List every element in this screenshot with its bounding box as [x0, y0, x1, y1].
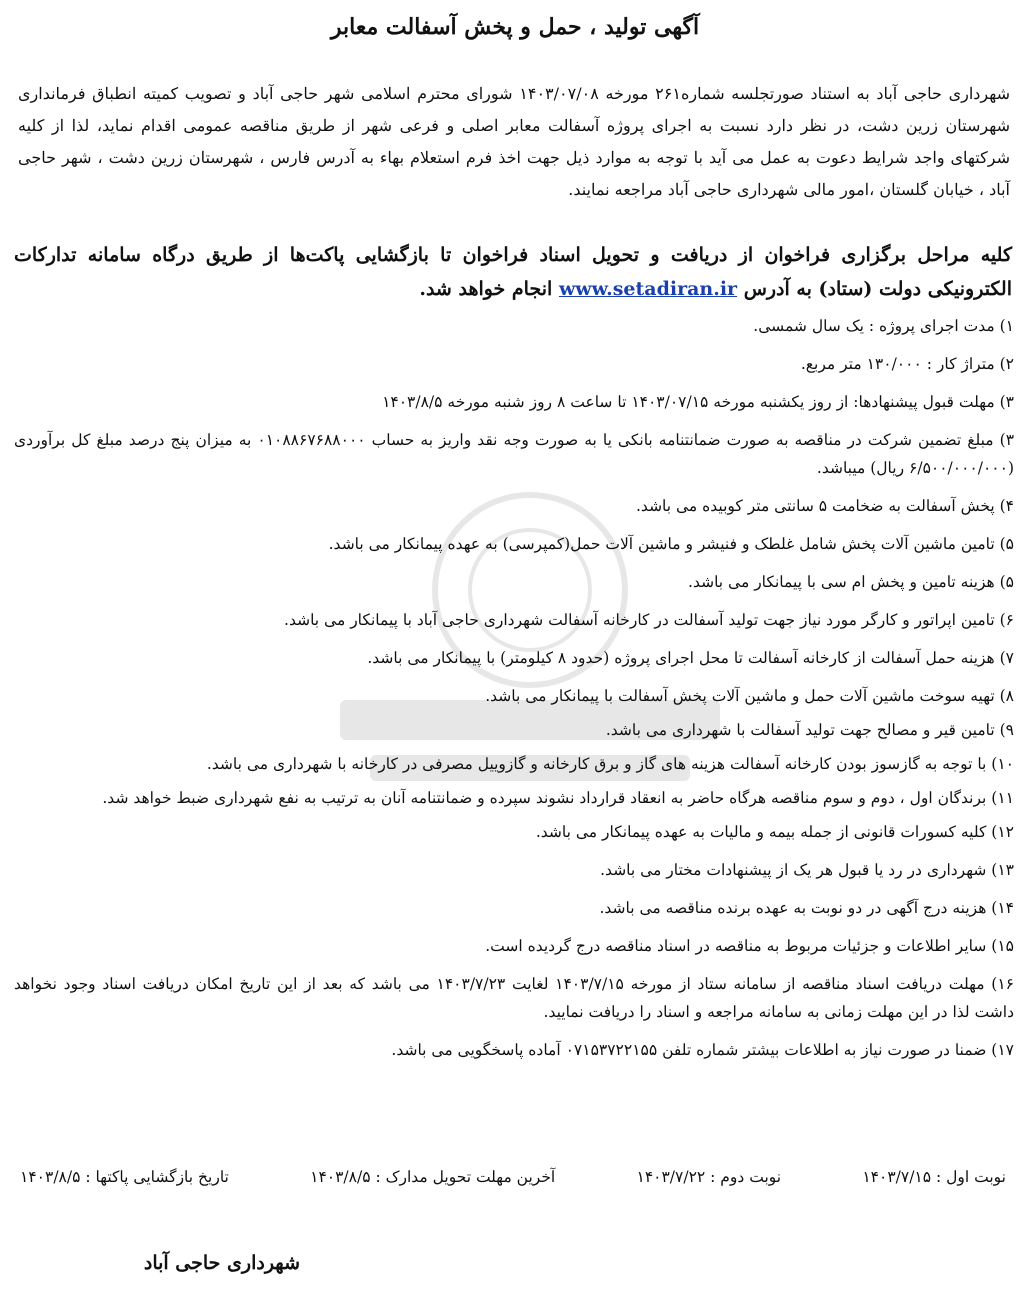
conditions-list [14, 312, 1014, 1074]
notice-title: آگهی تولید ، حمل و پخش آسفالت معابر [330, 14, 700, 40]
condition-item: ۹) تامین قیر و مصالح جهت تولید آسفالت با شهرداری می باشد. [605, 721, 1014, 739]
condition-item: ۱۱) برندگان اول ، دوم و سوم مناقصه هرگاه حاضر به انعقاد قرارداد نشوند سپرده و ضمانتنامه آنان به ترتیب به نفع شهرداری ضبط خواهد شد. [102, 789, 1014, 807]
condition-item: ۸) تهیه سوخت ماشین آلات حمل و ماشین آلات پخش آسفالت با پیمانکار می باشد. [485, 687, 1014, 705]
condition-item: ۱۲) کلیه کسورات قانونی از جمله بیمه و مالیات به عهده پیمانکار می باشد. [535, 823, 1014, 841]
condition-item: ۱۳) شهرداری در رد یا قبول هر یک از پیشنهادات مختار می باشد. [600, 861, 1014, 879]
condition-item: ۳) مهلت قبول پیشنهادها: از روز یکشنبه مورخه ۱۴۰۳/۰۷/۱۵ تا ساعت ۸ روز شنبه مورخه ۱۴۰۳/۸/۵ [382, 393, 1014, 411]
condition-item: ۴) پخش آسفالت به ضخامت ۵ سانتی متر کوبیده می باشد. [636, 497, 1014, 515]
setad-text-before: کلیه مراحل برگزاری فراخوان از دریافت و تحویل اسناد فراخوان تا بازگشایی پاکت‌ها از طریق درگاه سامانه تدارکات الکترونیکی دولت (ستاد) به آدرس [14, 244, 1012, 300]
condition-item: ۱۶) مهلت دریافت اسناد مناقصه از سامانه ستاد از مورخه ۱۴۰۳/۷/۱۵ لغایت ۱۴۰۳/۷/۲۳ می باشد که بعد از این تاریخ امکان دریافت اسناد وجود نخواهد داشت لذا در این مهلت زمانی به سامانه مراجعه و اسناد را دریافت نمایید. [14, 975, 1015, 1021]
setad-url-link[interactable]: www.setadiran.ir [558, 278, 738, 300]
second-publication-date: نوبت دوم : ۱۴۰۳/۷/۲۲ [636, 1168, 782, 1186]
envelope-opening-date: تاریخ بازگشایی پاکتها : ۱۴۰۳/۸/۵ [20, 1168, 229, 1186]
intro-paragraph: شهرداری حاجی آباد به استناد صورتجلسه شماره۲۶۱ مورخه ۱۴۰۳/۰۷/۰۸ شورای محترم اسلامی شهر حاجی آباد و تصویب کمیته انطباق فرمانداری شهرستان زرین دشت، در نظر دارد نسبت به اجرای پروژه آسفالت معابر اصلی و فرعی شهر از طریق مناقصه عمومی اقدام نماید، لذا از کلیه شرکتهای واجد شرایط دعوت به عمل می آید با توجه به موارد ذیل جهت اخذ فرم استعلام بهاء به آدرس فارس ، شهرستان زرین دشت ، شهر حاجی آباد ، خیابان گلستان ،امور مالی شهرداری حاجی آباد مراجعه نمایند. [18, 84, 1011, 199]
signature-municipality: شهرداری حاجی آباد [143, 1252, 300, 1274]
condition-item: ۲) متراژ کار : ۱۳۰/۰۰۰ متر مربع. [800, 355, 1014, 373]
condition-item: ۵) تامین ماشین آلات پخش شامل غلطک و فنیشر و ماشین آلات حمل(کمپرسی) به عهده پیمانکار می باشد. [328, 535, 1014, 553]
first-publication-date: نوبت اول : ۱۴۰۳/۷/۱۵ [862, 1168, 1006, 1186]
publication-dates [20, 1168, 1006, 1186]
condition-item: ۷) هزینه حمل آسفالت از کارخانه آسفالت تا محل اجرای پروژه (حدود ۸ کیلومتر) با پیمانکار می باشد. [367, 649, 1014, 667]
condition-item: ۱۷) ضمنا در صورت نیاز به اطلاعات بیشتر شماره تلفن ۰۷۱۵۳۷۲۲۱۵۵ آماده پاسخگویی می باشد. [391, 1041, 1014, 1059]
documents-deadline-date: آخرین مهلت تحویل مدارک : ۱۴۰۳/۸/۵ [310, 1168, 556, 1186]
setad-paragraph [14, 238, 1012, 306]
condition-item: ۳) مبلغ تضمین شرکت در مناقصه به صورت ضمانتنامه بانکی یا به صورت وجه نقد واریز به حساب ۰۱۰۸۸۶۷۶۸۸۰۰۰ به میزان پنج درصد مبلغ کل برآوردی (۶/۵۰۰/۰۰۰/۰۰۰ ریال) میباشد. [14, 431, 1015, 477]
condition-item: ۱) مدت اجرای پروژه : یک سال شمسی. [753, 317, 1014, 335]
condition-item: ۶) تامین اپراتور و کارگر مورد نیاز جهت تولید آسفالت در کارخانه آسفالت شهرداری حاجی آباد با پیمانکار می باشد. [284, 611, 1014, 629]
condition-item: ۱۴) هزینه درج آگهی در دو نوبت به عهده برنده مناقصه می باشد. [599, 899, 1014, 917]
condition-item: ۵) هزینه تامین و پخش ام سی با پیمانکار می باشد. [688, 573, 1014, 591]
setad-text-after: انجام خواهد شد. [419, 278, 553, 300]
condition-item: ۱۵) سایر اطلاعات و جزئیات مربوط به مناقصه در اسناد مناقصه درج گردیده است. [485, 937, 1014, 955]
condition-item: ۱۰) با توجه به گازسوز بودن کارخانه آسفالت هزینه های گاز و برق کارخانه و گازوییل مصرفی در کارخانه با شهرداری می باشد. [206, 755, 1014, 773]
